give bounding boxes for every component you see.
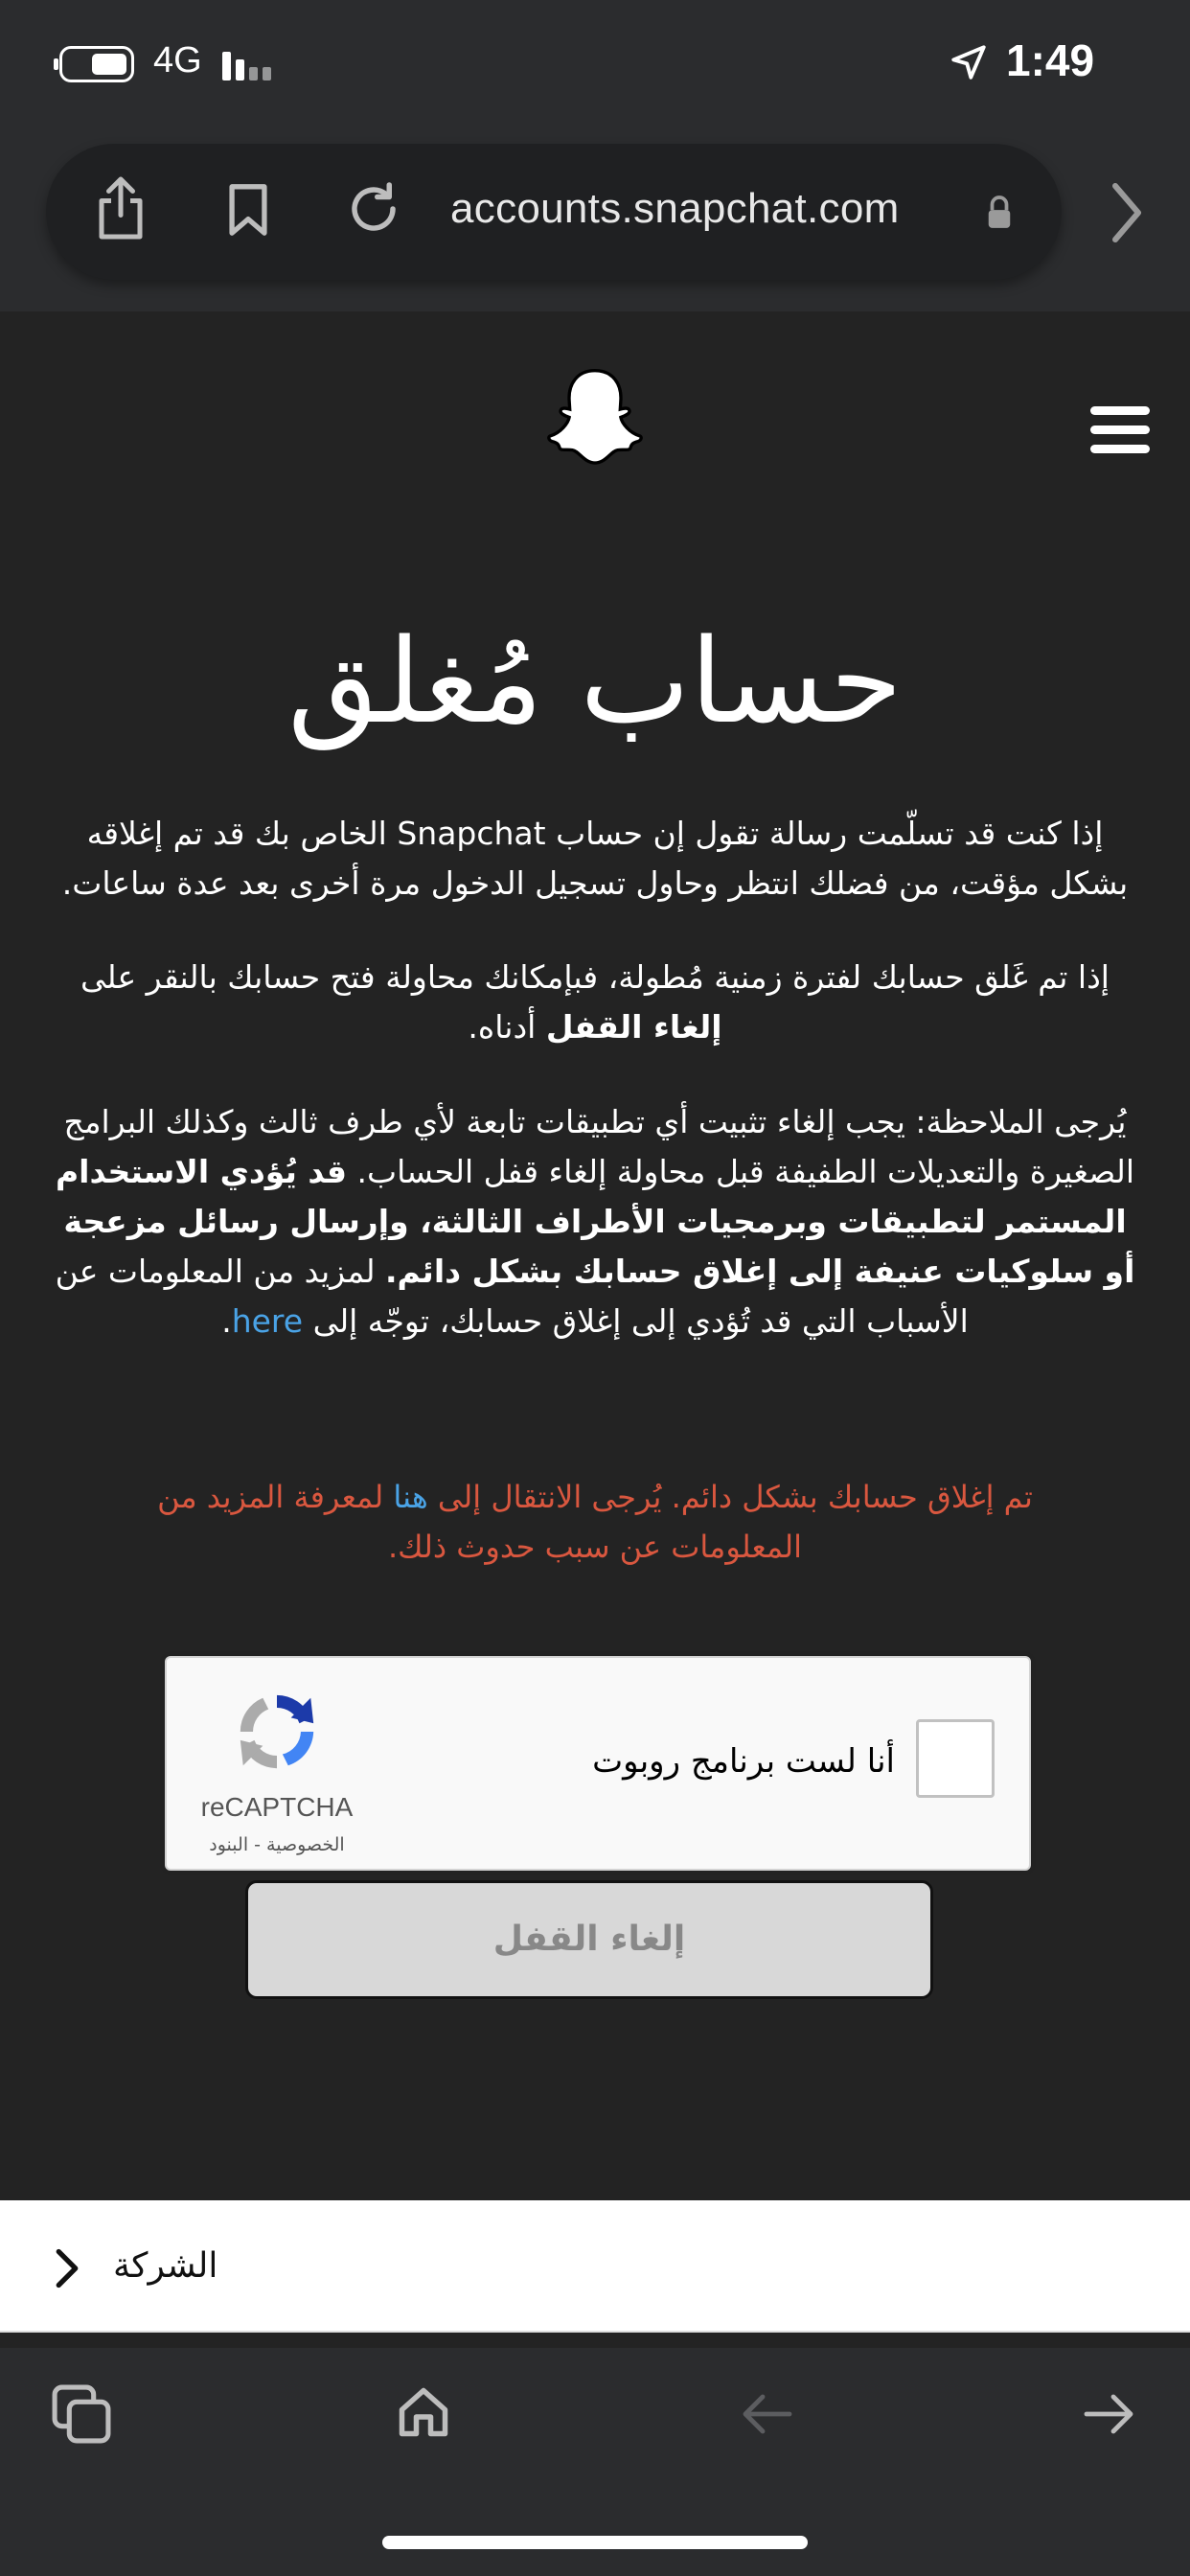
note-more-info: لمزيد من المعلومات عن الأسباب التي قد تُؤدي إلى إغلاق حسابك، توجّه إلى: [55, 1253, 969, 1340]
hamburger-menu-icon[interactable]: [1090, 406, 1150, 454]
recaptcha-logo-icon: [232, 1687, 322, 1777]
tabs-icon[interactable]: [50, 2382, 113, 2446]
recaptcha-privacy-terms[interactable]: الخصوصية - البنود: [209, 1834, 345, 1855]
error-text-start: تم إغلاق حسابك بشكل دائم. يُرجى الانتقال إلى: [437, 1479, 1033, 1515]
back-arrow-icon: [738, 2390, 795, 2438]
note-text: يُرجى الملاحظة: يجب إلغاء تثبيت أي تطبيقات تابعة لأي طرف ثالث وكذلك البرامج الصغيرة والتعديلات الطفيفة قبل محاولة إلغاء قفل الحساب.: [63, 1103, 1135, 1190]
page-title: حساب مُغلق: [287, 613, 903, 749]
recaptcha-widget: [165, 1656, 1031, 1871]
share-icon[interactable]: [92, 174, 149, 242]
error-message: [96, 1472, 1094, 1572]
location-arrow-icon: [949, 42, 989, 82]
unlock-instruction-text: إذا تم غَلق حسابك لفترة زمنية مُطولة، فبإمكانك محاولة فتح حسابك بالنقر على: [80, 958, 1110, 996]
unlock-instruction-end: أدناه.: [468, 1008, 537, 1046]
snapchat-ghost-icon[interactable]: [541, 364, 649, 472]
unlock-button[interactable]: إلغاء القفل: [245, 1880, 933, 1999]
lock-icon: [985, 194, 1014, 230]
recaptcha-brand: reCAPTCHA: [200, 1792, 354, 1822]
home-indicator[interactable]: [382, 2536, 808, 2549]
error-text-end: لمعرفة المزيد من المعلومات عن سبب حدوث ذلك.: [157, 1479, 803, 1565]
status-time: 1:49: [1006, 35, 1095, 85]
forward-arrow-icon[interactable]: [1081, 2390, 1138, 2438]
info-paragraph-unlock: [46, 953, 1144, 1052]
bookmark-icon[interactable]: [224, 182, 272, 238]
network-type: 4G: [153, 40, 202, 80]
unlock-instruction-bold: إلغاء القفل: [545, 1008, 722, 1046]
chevron-right-icon[interactable]: [54, 2246, 80, 2290]
url-text[interactable]: accounts.snapchat.com: [450, 185, 900, 232]
home-icon[interactable]: [395, 2382, 452, 2442]
footer-company-label[interactable]: الشركة: [113, 2246, 218, 2286]
error-here-link[interactable]: هنا: [393, 1479, 428, 1515]
note-warning-bold: قد يُؤدي الاستخدام المستمر لتطبيقات وبرمجيات الأطراف الثالثة، وإرسال رسائل مزعجة أو سلوكيات عنيفة إلى إغلاق حسابك بشكل دائم.: [55, 1153, 1135, 1290]
note-period: .: [221, 1302, 232, 1340]
here-link[interactable]: here: [231, 1302, 304, 1340]
recaptcha-checkbox[interactable]: [916, 1719, 995, 1798]
recaptcha-label: أنا لست برنامج روبوت: [592, 1742, 895, 1781]
chevron-right-icon[interactable]: [1108, 180, 1146, 245]
footer-divider: [0, 2331, 1190, 2333]
info-paragraph-note: [46, 1097, 1144, 1346]
info-paragraph-temporary: إذا كنت قد تسلّمت رسالة تقول إن حساب Snapchat الخاص بك قد تم إغلاقه بشكل مؤقت، من فضلك انتظر وحاول تسجيل الدخول مرة أخرى بعد عدة ساعات.: [61, 815, 1129, 902]
reload-icon[interactable]: [345, 180, 402, 238]
signal-icon: [222, 50, 280, 80]
battery-icon: [59, 46, 134, 82]
